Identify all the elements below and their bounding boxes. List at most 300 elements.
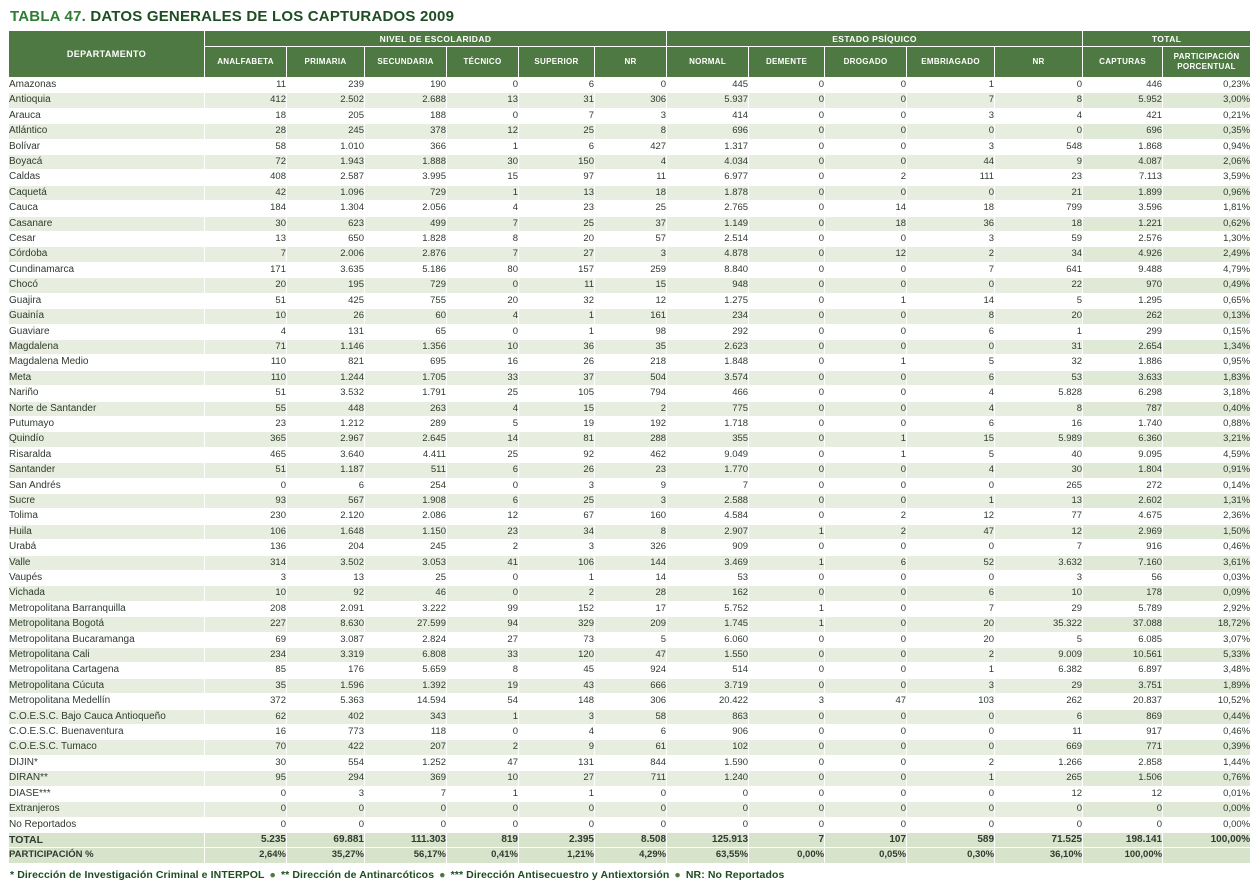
- row-value: 2.120: [287, 509, 365, 524]
- row-department: Caldas: [9, 170, 205, 185]
- row-value: 1.096: [287, 185, 365, 200]
- header-col-nr-psiquico: NR: [995, 47, 1083, 78]
- row-value: 306: [595, 694, 667, 709]
- row-value: 11: [595, 170, 667, 185]
- row-value: 1: [907, 771, 995, 786]
- row-value: 0: [1083, 817, 1163, 832]
- capturados-table: [8, 30, 1250, 864]
- table-row: [9, 339, 1250, 354]
- participation-value: 0,30%: [907, 848, 995, 863]
- row-value: 0,49%: [1163, 278, 1250, 293]
- row-value: 425: [287, 293, 365, 308]
- row-value: 37: [595, 216, 667, 231]
- row-value: 30: [995, 463, 1083, 478]
- row-value: 7.113: [1083, 170, 1163, 185]
- row-value: 230: [205, 509, 287, 524]
- header-col-tecnico: TÉCNICO: [447, 47, 519, 78]
- row-value: 81: [519, 432, 595, 447]
- row-value: 511: [365, 463, 447, 478]
- row-value: 28: [595, 586, 667, 601]
- row-department: C.O.E.S.C. Buenaventura: [9, 725, 205, 740]
- row-value: 1.899: [1083, 185, 1163, 200]
- row-value: 2.587: [287, 170, 365, 185]
- row-value: 0: [825, 755, 907, 770]
- row-value: 0,46%: [1163, 725, 1250, 740]
- row-value: 7: [995, 540, 1083, 555]
- table-row: [9, 155, 1250, 170]
- row-value: 0: [447, 725, 519, 740]
- row-value: 77: [995, 509, 1083, 524]
- row-department: Cauca: [9, 201, 205, 216]
- table-row: [9, 663, 1250, 678]
- row-value: 504: [595, 370, 667, 385]
- row-value: 1: [519, 324, 595, 339]
- row-value: 0: [447, 802, 519, 817]
- table-row: [9, 278, 1250, 293]
- row-value: 150: [519, 155, 595, 170]
- row-value: 136: [205, 540, 287, 555]
- row-value: 0: [447, 571, 519, 586]
- total-value: 125.913: [667, 832, 749, 847]
- row-value: 1.244: [287, 370, 365, 385]
- row-value: 366: [365, 139, 447, 154]
- participation-value: 1,21%: [519, 848, 595, 863]
- row-value: 1,30%: [1163, 232, 1250, 247]
- row-value: 924: [595, 663, 667, 678]
- row-value: 4: [447, 201, 519, 216]
- row-value: 1: [447, 786, 519, 801]
- row-value: 20: [995, 309, 1083, 324]
- row-value: 548: [995, 139, 1083, 154]
- row-value: 0: [287, 817, 365, 832]
- row-value: 71: [205, 339, 287, 354]
- row-value: 0: [907, 278, 995, 293]
- row-value: 120: [519, 648, 595, 663]
- row-value: 0: [825, 278, 907, 293]
- row-value: 61: [595, 740, 667, 755]
- row-value: 3: [519, 540, 595, 555]
- row-value: 1.275: [667, 293, 749, 308]
- row-value: 0: [825, 386, 907, 401]
- row-value: 204: [287, 540, 365, 555]
- row-value: 18: [825, 216, 907, 231]
- row-value: 771: [1083, 740, 1163, 755]
- row-value: 1: [749, 617, 825, 632]
- table-row: [9, 262, 1250, 277]
- row-value: 9.488: [1083, 262, 1163, 277]
- row-value: 2.056: [365, 201, 447, 216]
- row-department: Metropolitana Barranquilla: [9, 601, 205, 616]
- row-value: 32: [995, 355, 1083, 370]
- row-value: 0: [825, 540, 907, 555]
- row-value: 6.085: [1083, 632, 1163, 647]
- row-value: 1: [825, 293, 907, 308]
- row-value: 208: [205, 601, 287, 616]
- row-value: 2.502: [287, 93, 365, 108]
- row-value: 4: [907, 386, 995, 401]
- row-value: 948: [667, 278, 749, 293]
- row-value: 0: [667, 802, 749, 817]
- row-value: 1.317: [667, 139, 749, 154]
- row-value: 67: [519, 509, 595, 524]
- row-value: 10.561: [1083, 648, 1163, 663]
- row-value: 869: [1083, 709, 1163, 724]
- row-value: 9.049: [667, 447, 749, 462]
- row-value: 72: [205, 155, 287, 170]
- row-value: 2: [907, 648, 995, 663]
- row-value: 0: [749, 401, 825, 416]
- row-value: 4,59%: [1163, 447, 1250, 462]
- row-value: 0: [749, 355, 825, 370]
- row-value: 94: [447, 617, 519, 632]
- row-value: 2: [907, 755, 995, 770]
- row-value: 365: [205, 432, 287, 447]
- row-value: 4.584: [667, 509, 749, 524]
- row-value: 0: [749, 185, 825, 200]
- row-value: 1.908: [365, 493, 447, 508]
- footnote-diran: ** Dirección de Antinarcóticos: [281, 869, 434, 881]
- table-row: [9, 817, 1250, 832]
- row-value: 0: [825, 155, 907, 170]
- row-value: 1: [519, 786, 595, 801]
- row-department: Boyacá: [9, 155, 205, 170]
- row-value: 5: [595, 632, 667, 647]
- row-value: 0: [749, 478, 825, 493]
- table-row: [9, 571, 1250, 586]
- row-value: 106: [519, 555, 595, 570]
- row-department: Guainía: [9, 309, 205, 324]
- row-value: 0: [749, 78, 825, 93]
- row-value: 37: [519, 370, 595, 385]
- header-group-total: TOTAL: [1083, 31, 1250, 47]
- row-value: 53: [667, 571, 749, 586]
- row-value: 0,62%: [1163, 216, 1250, 231]
- row-department: Córdoba: [9, 247, 205, 262]
- row-value: 909: [667, 540, 749, 555]
- row-value: 131: [287, 324, 365, 339]
- row-value: 1.392: [365, 678, 447, 693]
- row-value: 25: [365, 571, 447, 586]
- row-value: 4.878: [667, 247, 749, 262]
- total-value: 111.303: [365, 832, 447, 847]
- row-value: 34: [519, 524, 595, 539]
- row-value: 2.967: [287, 432, 365, 447]
- row-value: 262: [995, 694, 1083, 709]
- row-value: 0: [825, 493, 907, 508]
- row-value: 102: [667, 740, 749, 755]
- row-value: 0: [825, 740, 907, 755]
- row-value: 0: [825, 232, 907, 247]
- row-value: 1.596: [287, 678, 365, 693]
- row-value: 1.791: [365, 386, 447, 401]
- row-value: 1.648: [287, 524, 365, 539]
- row-value: 0,03%: [1163, 571, 1250, 586]
- row-value: 1: [907, 663, 995, 678]
- row-value: 23: [519, 201, 595, 216]
- table-body: [9, 78, 1250, 864]
- row-department: Metropolitana Bogotá: [9, 617, 205, 632]
- row-department: DIJIN*: [9, 755, 205, 770]
- table-row: [9, 93, 1250, 108]
- row-value: 33: [447, 648, 519, 663]
- row-value: 20.837: [1083, 694, 1163, 709]
- row-value: 0,39%: [1163, 740, 1250, 755]
- row-value: 4.034: [667, 155, 749, 170]
- row-value: 1.149: [667, 216, 749, 231]
- row-value: 0: [995, 802, 1083, 817]
- row-value: 623: [287, 216, 365, 231]
- row-value: 254: [365, 478, 447, 493]
- row-value: 1.828: [365, 232, 447, 247]
- row-value: 3.469: [667, 555, 749, 570]
- row-value: 8: [595, 124, 667, 139]
- row-value: 15: [519, 401, 595, 416]
- row-value: 57: [595, 232, 667, 247]
- row-value: 11: [519, 278, 595, 293]
- row-department: Vaupés: [9, 571, 205, 586]
- row-value: 1.868: [1083, 139, 1163, 154]
- row-value: 0: [749, 309, 825, 324]
- row-value: 0: [825, 339, 907, 354]
- row-value: 1.146: [287, 339, 365, 354]
- row-value: 93: [205, 493, 287, 508]
- table-row: [9, 755, 1250, 770]
- row-value: 0: [749, 139, 825, 154]
- table-row: [9, 478, 1250, 493]
- row-value: 1.886: [1083, 355, 1163, 370]
- row-value: 12: [995, 786, 1083, 801]
- row-value: 5.363: [287, 694, 365, 709]
- row-value: 0: [447, 108, 519, 123]
- row-value: 6.977: [667, 170, 749, 185]
- row-value: 7: [667, 478, 749, 493]
- row-value: 0: [825, 401, 907, 416]
- row-value: 1.356: [365, 339, 447, 354]
- row-value: 799: [995, 201, 1083, 216]
- row-value: 729: [365, 185, 447, 200]
- row-value: 65: [365, 324, 447, 339]
- table-row: [9, 709, 1250, 724]
- row-value: 0: [825, 324, 907, 339]
- row-value: 2.907: [667, 524, 749, 539]
- row-value: 1,89%: [1163, 678, 1250, 693]
- row-value: 2.688: [365, 93, 447, 108]
- row-value: 35: [205, 678, 287, 693]
- total-value: 69.881: [287, 832, 365, 847]
- row-value: 1.295: [1083, 293, 1163, 308]
- row-value: 30: [447, 155, 519, 170]
- row-value: 1.943: [287, 155, 365, 170]
- row-department: Sucre: [9, 493, 205, 508]
- footnote: [10, 869, 1246, 881]
- row-value: 0: [749, 293, 825, 308]
- page-title: [4, 6, 1246, 30]
- row-value: 7: [205, 247, 287, 262]
- row-value: 3: [205, 571, 287, 586]
- row-value: 5.752: [667, 601, 749, 616]
- row-value: 239: [287, 78, 365, 93]
- row-value: 863: [667, 709, 749, 724]
- row-value: 10: [205, 586, 287, 601]
- row-value: 0,88%: [1163, 416, 1250, 431]
- row-value: 695: [365, 355, 447, 370]
- row-value: 427: [595, 139, 667, 154]
- row-value: 7: [447, 216, 519, 231]
- row-value: 2,49%: [1163, 247, 1250, 262]
- row-value: 8.630: [287, 617, 365, 632]
- participation-value: 0,05%: [825, 848, 907, 863]
- row-value: 25: [447, 386, 519, 401]
- row-value: 7: [907, 262, 995, 277]
- row-department: Metropolitana Medellín: [9, 694, 205, 709]
- row-value: 30: [205, 216, 287, 231]
- row-value: 0: [825, 416, 907, 431]
- row-value: 1: [907, 78, 995, 93]
- row-department: Norte de Santander: [9, 401, 205, 416]
- row-value: 47: [825, 694, 907, 709]
- row-value: 3: [749, 694, 825, 709]
- row-value: 1.266: [995, 755, 1083, 770]
- row-value: 20.422: [667, 694, 749, 709]
- row-value: 55: [205, 401, 287, 416]
- row-value: 4.087: [1083, 155, 1163, 170]
- row-value: 0: [205, 786, 287, 801]
- row-department: Metropolitana Bucaramanga: [9, 632, 205, 647]
- total-label: TOTAL: [9, 832, 205, 847]
- row-value: 9.095: [1083, 447, 1163, 462]
- row-value: 8: [447, 663, 519, 678]
- row-value: 0: [749, 170, 825, 185]
- row-value: 47: [595, 648, 667, 663]
- table-row: [9, 540, 1250, 555]
- row-value: 0: [907, 339, 995, 354]
- row-value: 3,59%: [1163, 170, 1250, 185]
- row-value: 26: [519, 355, 595, 370]
- row-value: 3.574: [667, 370, 749, 385]
- row-value: 378: [365, 124, 447, 139]
- row-value: 27: [447, 632, 519, 647]
- row-value: 195: [287, 278, 365, 293]
- row-value: 775: [667, 401, 749, 416]
- row-value: 0: [907, 540, 995, 555]
- row-value: 3: [287, 786, 365, 801]
- row-value: 0,65%: [1163, 293, 1250, 308]
- row-value: 4: [907, 463, 995, 478]
- row-value: 21: [995, 185, 1083, 200]
- row-value: 3,00%: [1163, 93, 1250, 108]
- row-value: 1,83%: [1163, 370, 1250, 385]
- row-value: 53: [995, 370, 1083, 385]
- header-col-drogado: DROGADO: [825, 47, 907, 78]
- row-value: 0: [825, 78, 907, 93]
- row-value: 5.659: [365, 663, 447, 678]
- row-value: 2.824: [365, 632, 447, 647]
- table-row: [9, 386, 1250, 401]
- row-value: 103: [907, 694, 995, 709]
- row-value: 6: [519, 139, 595, 154]
- row-value: 47: [447, 755, 519, 770]
- row-value: 3.502: [287, 555, 365, 570]
- row-department: Magdalena: [9, 339, 205, 354]
- row-value: 2: [447, 540, 519, 555]
- total-value: 107: [825, 832, 907, 847]
- row-value: 0: [825, 262, 907, 277]
- header-col-nr-escolaridad: NR: [595, 47, 667, 78]
- row-value: 6.060: [667, 632, 749, 647]
- table-row: [9, 124, 1250, 139]
- row-value: 0: [749, 509, 825, 524]
- table-number: TABLA 47.: [10, 8, 86, 25]
- row-value: 3: [907, 108, 995, 123]
- table-header: [9, 31, 1250, 78]
- row-value: 1,34%: [1163, 339, 1250, 354]
- row-value: 26: [287, 309, 365, 324]
- row-value: 41: [447, 555, 519, 570]
- row-value: 0: [749, 571, 825, 586]
- row-value: 0: [749, 493, 825, 508]
- row-value: 20: [907, 617, 995, 632]
- table-title-text: DATOS GENERALES DE LOS CAPTURADOS 2009: [90, 8, 454, 25]
- row-value: 6.298: [1083, 386, 1163, 401]
- row-value: 36: [519, 339, 595, 354]
- row-value: 31: [519, 93, 595, 108]
- row-value: 2.623: [667, 339, 749, 354]
- row-value: 51: [205, 463, 287, 478]
- row-value: 13: [287, 571, 365, 586]
- row-value: 13: [519, 185, 595, 200]
- row-department: Metropolitana Cartagena: [9, 663, 205, 678]
- row-value: 0: [749, 278, 825, 293]
- row-value: 17: [595, 601, 667, 616]
- footnote-sep-3: ●: [669, 869, 685, 881]
- row-value: 19: [447, 678, 519, 693]
- row-value: 514: [667, 663, 749, 678]
- row-value: 0: [749, 740, 825, 755]
- row-value: 650: [287, 232, 365, 247]
- row-value: 58: [595, 709, 667, 724]
- row-department: Metropolitana Cali: [9, 648, 205, 663]
- row-value: 7: [365, 786, 447, 801]
- row-value: 2: [595, 401, 667, 416]
- row-value: 0: [749, 247, 825, 262]
- row-department: Casanare: [9, 216, 205, 231]
- row-value: 184: [205, 201, 287, 216]
- row-value: 29: [995, 601, 1083, 616]
- row-value: 1.740: [1083, 416, 1163, 431]
- row-value: 0,96%: [1163, 185, 1250, 200]
- row-value: 6: [907, 324, 995, 339]
- row-value: 0: [749, 124, 825, 139]
- row-value: 5: [907, 447, 995, 462]
- row-value: 6.360: [1083, 432, 1163, 447]
- row-value: 499: [365, 216, 447, 231]
- row-value: 917: [1083, 725, 1163, 740]
- row-value: 15: [595, 278, 667, 293]
- row-value: 0,95%: [1163, 355, 1250, 370]
- row-value: 14: [595, 571, 667, 586]
- row-value: 4.411: [365, 447, 447, 462]
- row-value: 3.053: [365, 555, 447, 570]
- total-value: 100,00%: [1163, 832, 1250, 847]
- row-value: 2.969: [1083, 524, 1163, 539]
- row-value: 51: [205, 293, 287, 308]
- row-value: 26: [519, 463, 595, 478]
- table-row: [9, 447, 1250, 462]
- row-value: 4: [907, 401, 995, 416]
- row-value: 157: [519, 262, 595, 277]
- row-value: 0: [907, 124, 995, 139]
- row-value: 272: [1083, 478, 1163, 493]
